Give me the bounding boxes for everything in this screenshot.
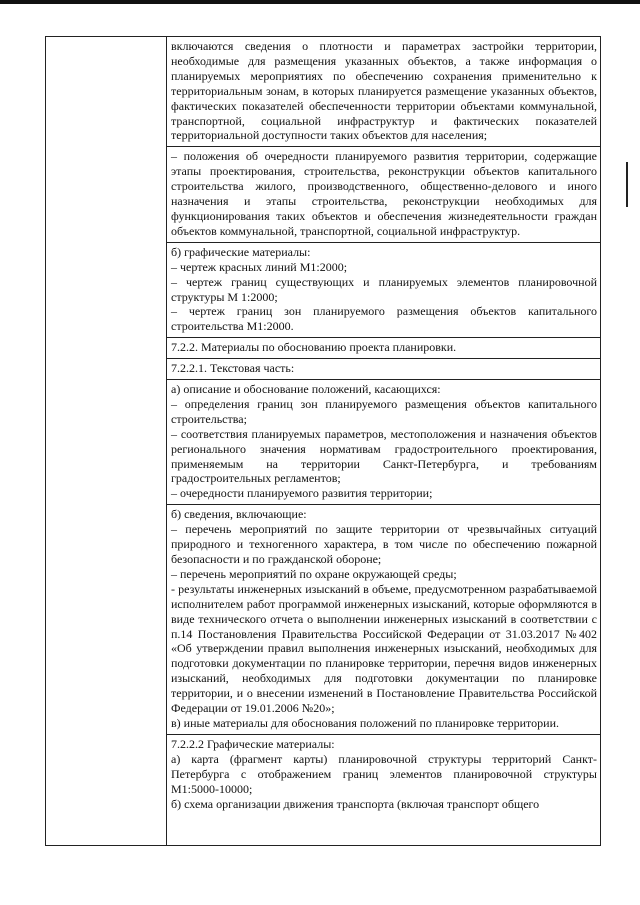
list-item: – перечень мероприятий по защите территории от чрезвычайных ситуаций природного и техногенного характера, в том числе по обеспечению пожарной безопасности и по гражданской обороне; xyxy=(171,522,597,566)
table-row xyxy=(167,380,600,505)
document-table xyxy=(45,36,601,846)
section-heading: 7.2.2. Материалы по обоснованию проекта планировки. xyxy=(171,340,457,355)
paragraph: включаются сведения о плотности и параметрах застройки территории, необходимые для размещения указанных объектов, а также информация о планируемых мероприятиях по обеспечению сохранения применительно к территориальным зонам, в которых планируется размещение указанных объектов, фактических показателей обеспеченности территории объектами коммунальной, транспортной, социальной инфраструктур и фактических показателей территориальной доступности таких объектов для населения; xyxy=(171,39,597,143)
table-row xyxy=(167,735,600,815)
list-item: – чертеж границ зон планируемого размещения объектов капитального строительства М1:2000. xyxy=(171,304,597,334)
section-heading: 7.2.2.2 Графические материалы: xyxy=(171,736,335,751)
page-top-rule xyxy=(0,0,640,4)
table-row xyxy=(167,338,600,359)
table-text-column xyxy=(167,37,600,845)
table-row xyxy=(167,505,600,735)
list-item: – чертеж границ существующих и планируемых элементов планировочной структуры М 1:2000; xyxy=(171,274,597,304)
list-item: – чертеж красных линий М1:2000; xyxy=(171,259,348,274)
table-row xyxy=(167,243,600,338)
paragraph: б) сведения, включающие: xyxy=(171,507,307,522)
section-heading: 7.2.2.1. Текстовая часть: xyxy=(171,361,295,376)
paragraph: – положения об очередности планируемого развития территории, содержащие этапы проектирования, строительства, реконструкции объектов капитального строительства жилого, производственного, общественно-делового и иного назначения и этапы строительства, реконструкции необходимых для функционирования таких объектов и обеспечения жизнедеятельности граждан объектов коммунальной, транспортной, социальной инфраструктур. xyxy=(171,149,597,238)
margin-mark xyxy=(626,162,628,207)
list-item: – определения границ зон планируемого размещения объектов капитального строительства; xyxy=(171,396,597,426)
paragraph: б) графические материалы: xyxy=(171,244,311,259)
list-item: – соответствия планируемых параметров, местоположения и назначения объектов регионального значения нормативам градостроительного проектирования, применяемым на территории Санкт-Петербурга, и требованиям градостроительных регламентов; xyxy=(171,426,597,486)
table-row xyxy=(167,147,600,242)
table-row xyxy=(167,37,600,147)
paragraph: а) описание и обоснование положений, касающихся: xyxy=(171,382,441,397)
list-item: в) иные материалы для обоснования положений по планировке территории. xyxy=(171,715,559,730)
list-item: – очередности планируемого развития территории; xyxy=(171,486,433,501)
list-item: б) схема организации движения транспорта (включая транспорт общего xyxy=(171,796,540,811)
list-item: а) карта (фрагмент карты) планировочной структуры территорий Санкт-Петербурга с отображением границ элементов планировочной структуры М1:5000-10000; xyxy=(171,751,597,796)
list-item: – перечень мероприятий по охране окружающей среды; xyxy=(171,566,457,581)
list-item: - результаты инженерных изысканий в объеме, предусмотренном разрабатываемой исполнителем работ программой инженерных изысканий, которые оформляются в виде технического отчета о выполнении инженерных изысканий в соответствии с п.14 Постановления Правительства Российской Федерации от 31.03.2017 №402 «Об утверждении правил выполнения инженерных изысканий, необходимых для подготовки документации по планировке территории, перечня видов инженерных изысканий, необходимых для подготовки документации по планировке территории, и о внесении изменений в Постановление Правительства Российской Федерации от 19.01.2006 №20»; xyxy=(171,581,597,716)
table-row xyxy=(167,359,600,380)
